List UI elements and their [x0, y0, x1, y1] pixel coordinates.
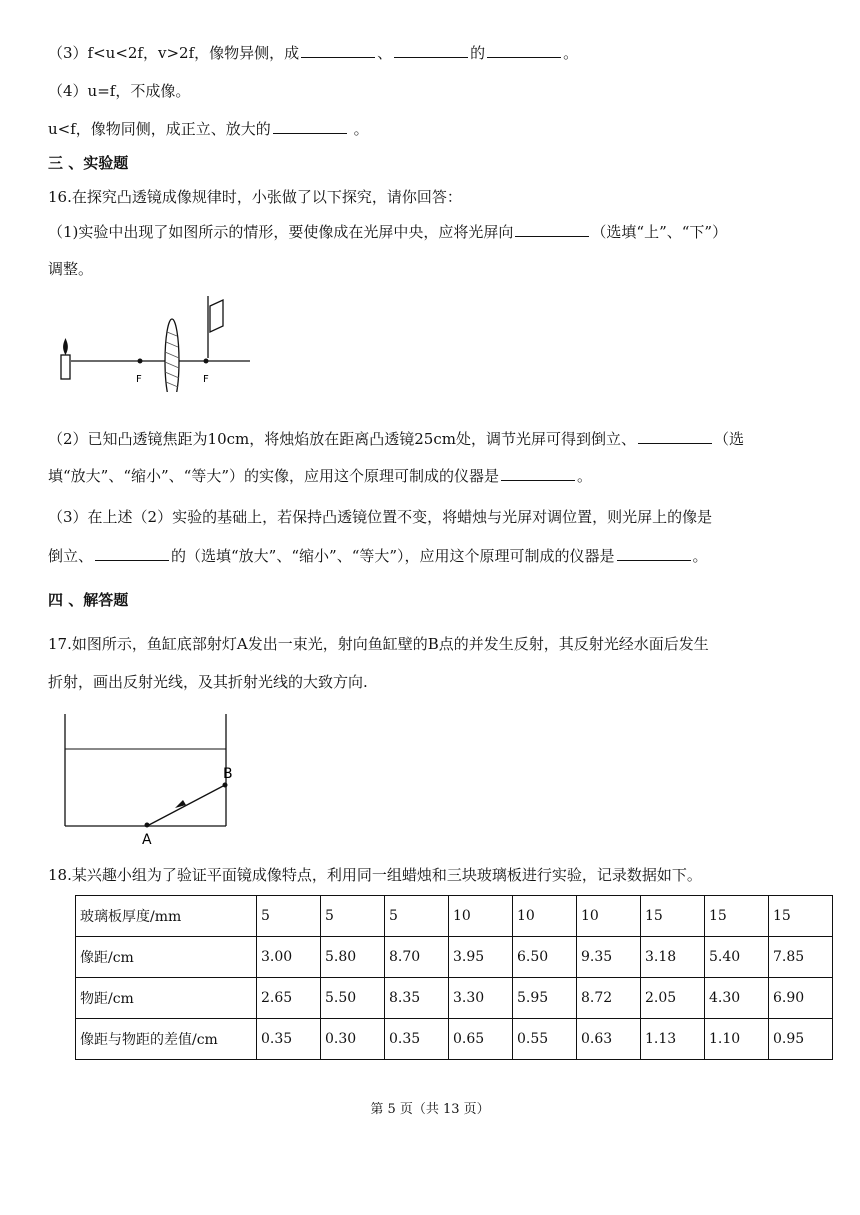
- table-cell: 6.90: [769, 978, 833, 1019]
- q16-part2-text: （选: [713, 430, 744, 448]
- table-cell: 0.35: [257, 1019, 321, 1060]
- table-cell: 3.00: [257, 937, 321, 978]
- table-row: [76, 978, 833, 1019]
- table-cell: 5.40: [705, 937, 769, 978]
- q17-line1: 17.如图所示，鱼缸底部射灯A发出一束光，射向鱼缸壁的B点的并发生反射，其反射光经水面后发生: [48, 635, 709, 653]
- q16-part3: （3）在上述（2）实验的基础上，若保持凸透镜位置不变，将蜡烛与光屏对调位置，则光屏上的像是: [48, 508, 713, 526]
- light-screen: [210, 300, 223, 332]
- q16-part1-text: （1)实验中出现了如图所示的情形，要使像成在光屏中央，应将光屏向: [48, 223, 514, 241]
- table-cell: 15: [641, 896, 705, 937]
- table-cell: 8.72: [577, 978, 641, 1019]
- table-cell: 8.70: [385, 937, 449, 978]
- table-cell: 5.80: [321, 937, 385, 978]
- focal-label-right: F: [203, 374, 209, 385]
- q16-part2-text: （2）已知凸透镜焦距为10cm，将烛焰放在距离凸透镜25cm处，调节光屏可得到倒立、: [48, 430, 636, 448]
- item-3-sep: 的: [470, 44, 486, 62]
- table-cell: 8.35: [385, 978, 449, 1019]
- answer-blank[interactable]: [301, 43, 375, 58]
- table-cell: 1.10: [705, 1019, 769, 1060]
- answer-blank[interactable]: [95, 546, 169, 561]
- table-cell: 0.63: [577, 1019, 641, 1060]
- table-cell: 3.30: [449, 978, 513, 1019]
- q16-part3-text: 的（选填“放大”、“缩小”、“等大”），应用这个原理可制成的仪器是: [171, 547, 615, 565]
- q16-part2: [48, 428, 744, 450]
- item-3-sep: 、: [377, 44, 393, 62]
- item-5-prefix: u<f，像物同侧，成正立、放大的: [48, 120, 271, 138]
- table-cell: 2.05: [641, 978, 705, 1019]
- q16-part3-cont: [48, 545, 708, 567]
- convex-lens: [165, 319, 179, 392]
- point-a: [145, 823, 150, 828]
- table-cell: 3.95: [449, 937, 513, 978]
- q16-part3-text: 。: [692, 547, 708, 565]
- table-cell: 9.35: [577, 937, 641, 978]
- answer-blank[interactable]: [394, 43, 468, 58]
- q16-part2-text: 。: [577, 467, 593, 485]
- table-cell: 5: [321, 896, 385, 937]
- focal-point-right: [204, 359, 209, 364]
- row-header: 物距/cm: [76, 978, 257, 1019]
- item-3-prefix: （3）f<u<2f，v>2f，像物异侧，成: [48, 44, 300, 62]
- answer-blank[interactable]: [501, 466, 575, 481]
- focal-label-left: F: [136, 374, 142, 385]
- fish-tank-diagram: [55, 708, 245, 853]
- row-header: 像距/cm: [76, 937, 257, 978]
- item-5: [48, 118, 369, 140]
- answer-blank[interactable]: [638, 429, 712, 444]
- q16-part1-text: （选填“上”、“下”）: [591, 223, 728, 241]
- item-3: [48, 42, 578, 64]
- data-table: [75, 895, 833, 1060]
- table-cell: 5.50: [321, 978, 385, 1019]
- q18-stem: 18.某兴趣小组为了验证平面镜成像特点，利用同一组蜡烛和三块玻璃板进行实验，记录数据如下。: [48, 866, 702, 884]
- q16-part2-text: 填“放大”、“缩小”、“等大”）的实像，应用这个原理可制成的仪器是: [48, 467, 500, 485]
- table-cell: 10: [577, 896, 641, 937]
- section-3-title: 三 、实验题: [48, 154, 129, 172]
- q16-part1: [48, 221, 727, 243]
- candle-icon: [61, 355, 70, 379]
- table-cell: 5.95: [513, 978, 577, 1019]
- table-cell: 5: [385, 896, 449, 937]
- table-row: [76, 1019, 833, 1060]
- table-cell: 10: [449, 896, 513, 937]
- q16-part3-text: 倒立、: [48, 547, 94, 565]
- answer-blank[interactable]: [515, 222, 589, 237]
- answer-blank[interactable]: [617, 546, 691, 561]
- table-cell: 7.85: [769, 937, 833, 978]
- table-cell: 1.13: [641, 1019, 705, 1060]
- table-cell: 15: [769, 896, 833, 937]
- table-cell: 3.18: [641, 937, 705, 978]
- table-cell: 0.95: [769, 1019, 833, 1060]
- q16-part1-cont: 调整。: [48, 260, 94, 278]
- point-b: [223, 783, 228, 788]
- row-header: 玻璃板厚度/mm: [76, 896, 257, 937]
- table-cell: 4.30: [705, 978, 769, 1019]
- q16-stem: 16.在探究凸透镜成像规律时，小张做了以下探究，请你回答：: [48, 188, 462, 206]
- label-a: A: [142, 832, 152, 848]
- flame-icon: [63, 338, 68, 355]
- table-row: [76, 896, 833, 937]
- focal-point-left: [138, 359, 143, 364]
- table-cell: 0.30: [321, 1019, 385, 1060]
- table-cell: 5: [257, 896, 321, 937]
- table-cell: 0.55: [513, 1019, 577, 1060]
- table-cell: 10: [513, 896, 577, 937]
- table-cell: 15: [705, 896, 769, 937]
- light-ray: [147, 785, 225, 826]
- item-4: （4）u=f，不成像。: [48, 82, 191, 100]
- item-5-end: 。: [348, 120, 369, 138]
- label-b: B: [223, 766, 233, 782]
- item-3-end: 。: [563, 44, 579, 62]
- answer-blank[interactable]: [487, 43, 561, 58]
- table-cell: 0.35: [385, 1019, 449, 1060]
- q17-line2: 折射，画出反射光线，及其折射光线的大致方向.: [48, 673, 368, 691]
- section-4-title: 四 、解答题: [48, 591, 129, 609]
- table-cell: 0.65: [449, 1019, 513, 1060]
- table-cell: 6.50: [513, 937, 577, 978]
- page-footer: 第 5 页（共 13 页）: [370, 1102, 490, 1117]
- table-cell: 2.65: [257, 978, 321, 1019]
- q16-part2-cont: [48, 465, 592, 487]
- answer-blank[interactable]: [273, 119, 347, 134]
- row-header: 像距与物距的差值/cm: [76, 1019, 257, 1060]
- table-row: [76, 937, 833, 978]
- convex-lens-diagram: [55, 292, 265, 392]
